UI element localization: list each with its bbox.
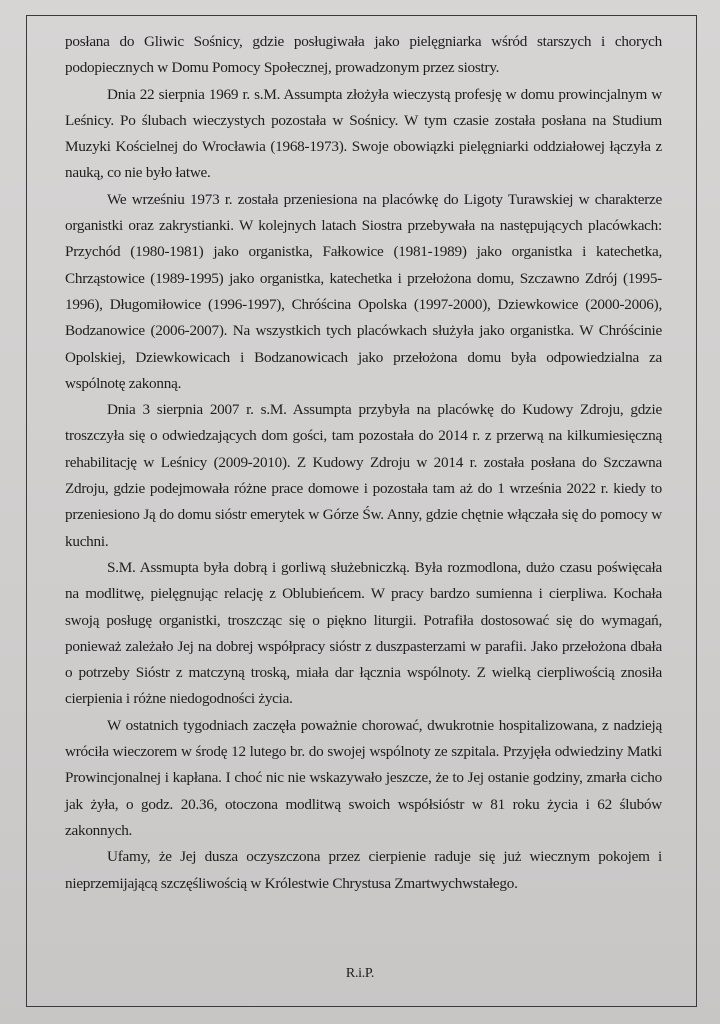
paragraph-placements: We wrześniu 1973 r. została przeniesiona na placówkę do Ligoty Turawskiej w charakterze organistki oraz zakrystianki. W kolejnych latach Siostra przebywała na następujących placówkach: Przychód (1980-1981) jako organistka, Fałkowice (1981-1989) jako organistka i katechetka, Chrząstowice (1989-1995) jako organistka, katechetka i przełożona domu, Szczawno Zdrój (1995-1996), Długomiłowice (1996-1997), Chróścina Opolska (1997-2000), Dziewkowice (2000-2006), Bodzanowice (2006-2007). Na wszystkich tych placówkach służyła jako organistka. W Chróścinie Opolskiej, Dziewkowicach i Bodzanowicach jako przełożona domu była odpowiedzialna za wspólnotę zakonną. [65,190,662,392]
paragraph-perpetual-vows: Dnia 22 sierpnia 1969 r. s.M. Assumpta złożyła wieczystą profesję w domu prowincjalnym w Leśnicy. Po ślubach wieczystych pozostała w Sośnicy. W tym czasie została posłana na Studium Muzyki Kościelnej do Wrocławia (1968-1973). Swoje obowiązki pielęgniarki oddziałowej łączyła z nauką, co nie było łatwe. [65,85,662,182]
obituary-body [65,29,662,897]
paragraph-final-weeks: W ostatnich tygodniach zaczęła poważnie chorować, dwukrotnie hospitalizowana, z nadzieją wróciła wieczorem w środę 12 lutego br. do swojej wspólnoty ze szpitala. Przyjęła odwiedziny Matki Prowincjonalnej i kapłana. I choć nic nie wskazywało jeszcze, że to Jej ostanie godziny, zmarła cicho jak żyła, o godz. 20.36, otoczona modlitwą swoich współsióstr w 81 roku życia i 62 ślubów zakonnych. [65,716,662,839]
rip-footer: R.i.P. [345,966,375,981]
paragraph-kudowa-zdroj: Dnia 3 sierpnia 2007 r. s.M. Assumpta przybyła na placówkę do Kudowy Zdroju, gdzie troszczyła się o odwiedzających dom gości, tam pozostała do 2014 r. z przerwą na kilkumiesięczną rehabilitację w Leśnicy (2009-2010). Z Kudowy Zdroju w 2014 r. została posłana do Szczawna Zdroju, gdzie podejmowała różne prace domowe i pozostała tam aż do 1 września 2022 r. kiedy to przeniesiono Ją do domu sióstr emerytek w Górze Św. Anny, gdzie chętnie włączała się do pomocy w kuchni. [65,401,662,550]
paragraph-character: S.M. Assmupta była dobrą i gorliwą służebniczką. Była rozmodlona, dużo czasu poświęcała na modlitwę, pielęgnując relację z Oblubieńcem. W pracy bardzo sumienna i cierpliwa. Kochała swoją posługę organistki, troszcząc się o piękno liturgii. Potrafiła dostosować się do wymagań, ponieważ zależało Jej na dobrej współpracy sióstr z duszpasterzami w parafii. Jako przełożona dbała o potrzeby Sióstr z matczyną troską, miała dar łącznia wspólnoty. Z wielką cierpliwością znosiła cierpienia i różne niedogodności życia. [65,558,662,708]
paragraph-1-continuation: posłana do Gliwic Sośnicy, gdzie posługiwała jako pielęgniarka wśród starszych i chorych podopiecznych w Domu Pomocy Społecznej, prowadzonym przez siostry. [65,33,662,77]
paragraph-closing-prayer: Ufamy, że Jej dusza oczyszczona przez cierpienie raduje się już wiecznym pokojem i nieprzemijającą szczęśliwością w Królestwie Chrystusa Zmartwychwstałego. [65,848,662,892]
